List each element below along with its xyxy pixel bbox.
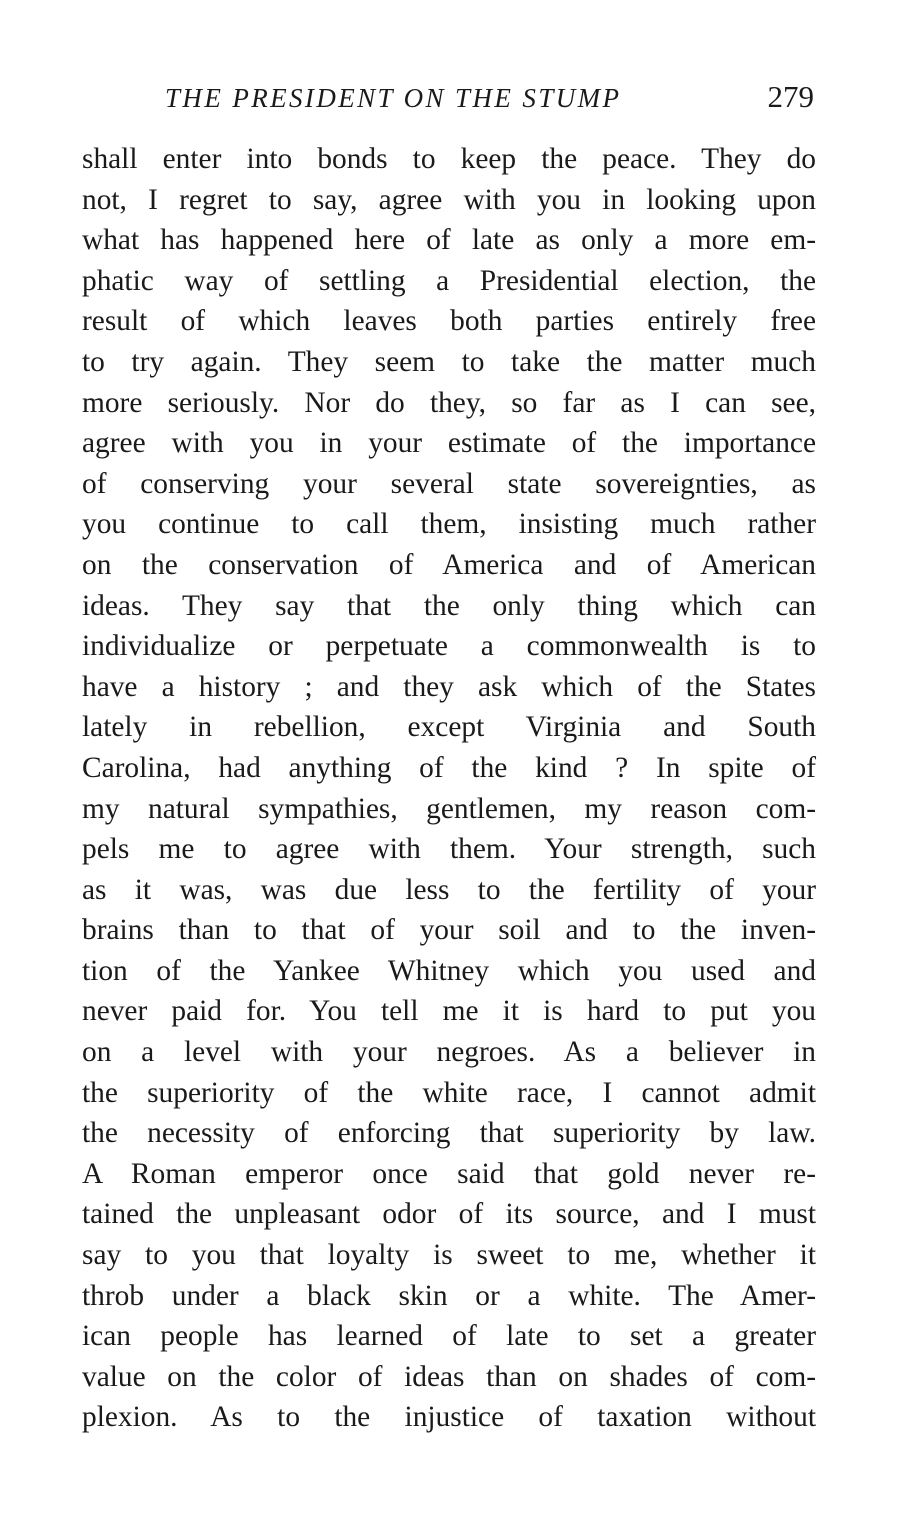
text-line: tained the unpleasant odor of its source, and I must <box>82 1198 816 1231</box>
text-line: tion of the Yankee Whitney which you used and <box>82 954 816 987</box>
text-line: on a level with your negroes. As a believer in <box>82 1036 816 1069</box>
body-text <box>82 139 816 1438</box>
text-line: of conserving your several state sovereignties, as <box>82 467 816 500</box>
text-line: value on the color of ideas than on shades of com- <box>82 1360 816 1393</box>
text-line: pels me to agree with them. Your strength, such <box>82 833 816 866</box>
text-line: Carolina, had anything of the kind ? In spite of <box>82 751 816 784</box>
text-line: on the conservation of America and of American <box>82 548 816 581</box>
text-line: individualize or perpetuate a commonwealth is to <box>82 630 816 663</box>
text-line: not, I regret to say, agree with you in looking upon <box>82 183 816 216</box>
text-line: result of which leaves both parties entirely free <box>82 305 816 338</box>
text-line: the necessity of enforcing that superiority by law. <box>82 1117 816 1150</box>
text-line: ican people has learned of late to set a greater <box>82 1320 816 1353</box>
text-line: never paid for. You tell me it is hard to put you <box>82 995 816 1028</box>
text-line: more seriously. Nor do they, so far as I can see, <box>82 386 816 419</box>
text-line: phatic way of settling a Presidential election, the <box>82 264 816 297</box>
text-line: brains than to that of your soil and to the inven- <box>82 914 816 947</box>
text-line: plexion. As to the injustice of taxation without <box>82 1401 816 1434</box>
text-line: my natural sympathies, gentlemen, my reason com- <box>82 792 816 825</box>
text-line: to try again. They seem to take the matter much <box>82 345 816 378</box>
text-line: agree with you in your estimate of the importance <box>82 427 816 460</box>
text-line: what has happened here of late as only a more em- <box>82 224 816 257</box>
text-line: say to you that loyalty is sweet to me, whether it <box>82 1239 816 1272</box>
running-title: THE PRESIDENT ON THE STUMP <box>165 83 622 113</box>
text-line: ideas. They say that the only thing which can <box>82 589 816 622</box>
text-line: the superiority of the white race, I cannot admit <box>82 1076 816 1109</box>
text-line: have a history ; and they ask which of the States <box>82 670 816 703</box>
running-head <box>80 78 816 118</box>
text-line: A Roman emperor once said that gold never re- <box>82 1157 816 1190</box>
text-line: shall enter into bonds to keep the peace. They do <box>82 143 816 175</box>
text-line: you continue to call them, insisting much rather <box>82 508 816 541</box>
text-line: as it was, was due less to the fertility of your <box>82 873 816 906</box>
page-number: 279 <box>767 79 814 114</box>
text-line: lately in rebellion, except Virginia and South <box>82 711 816 744</box>
text-line: throb under a black skin or a white. The Amer- <box>82 1279 816 1312</box>
